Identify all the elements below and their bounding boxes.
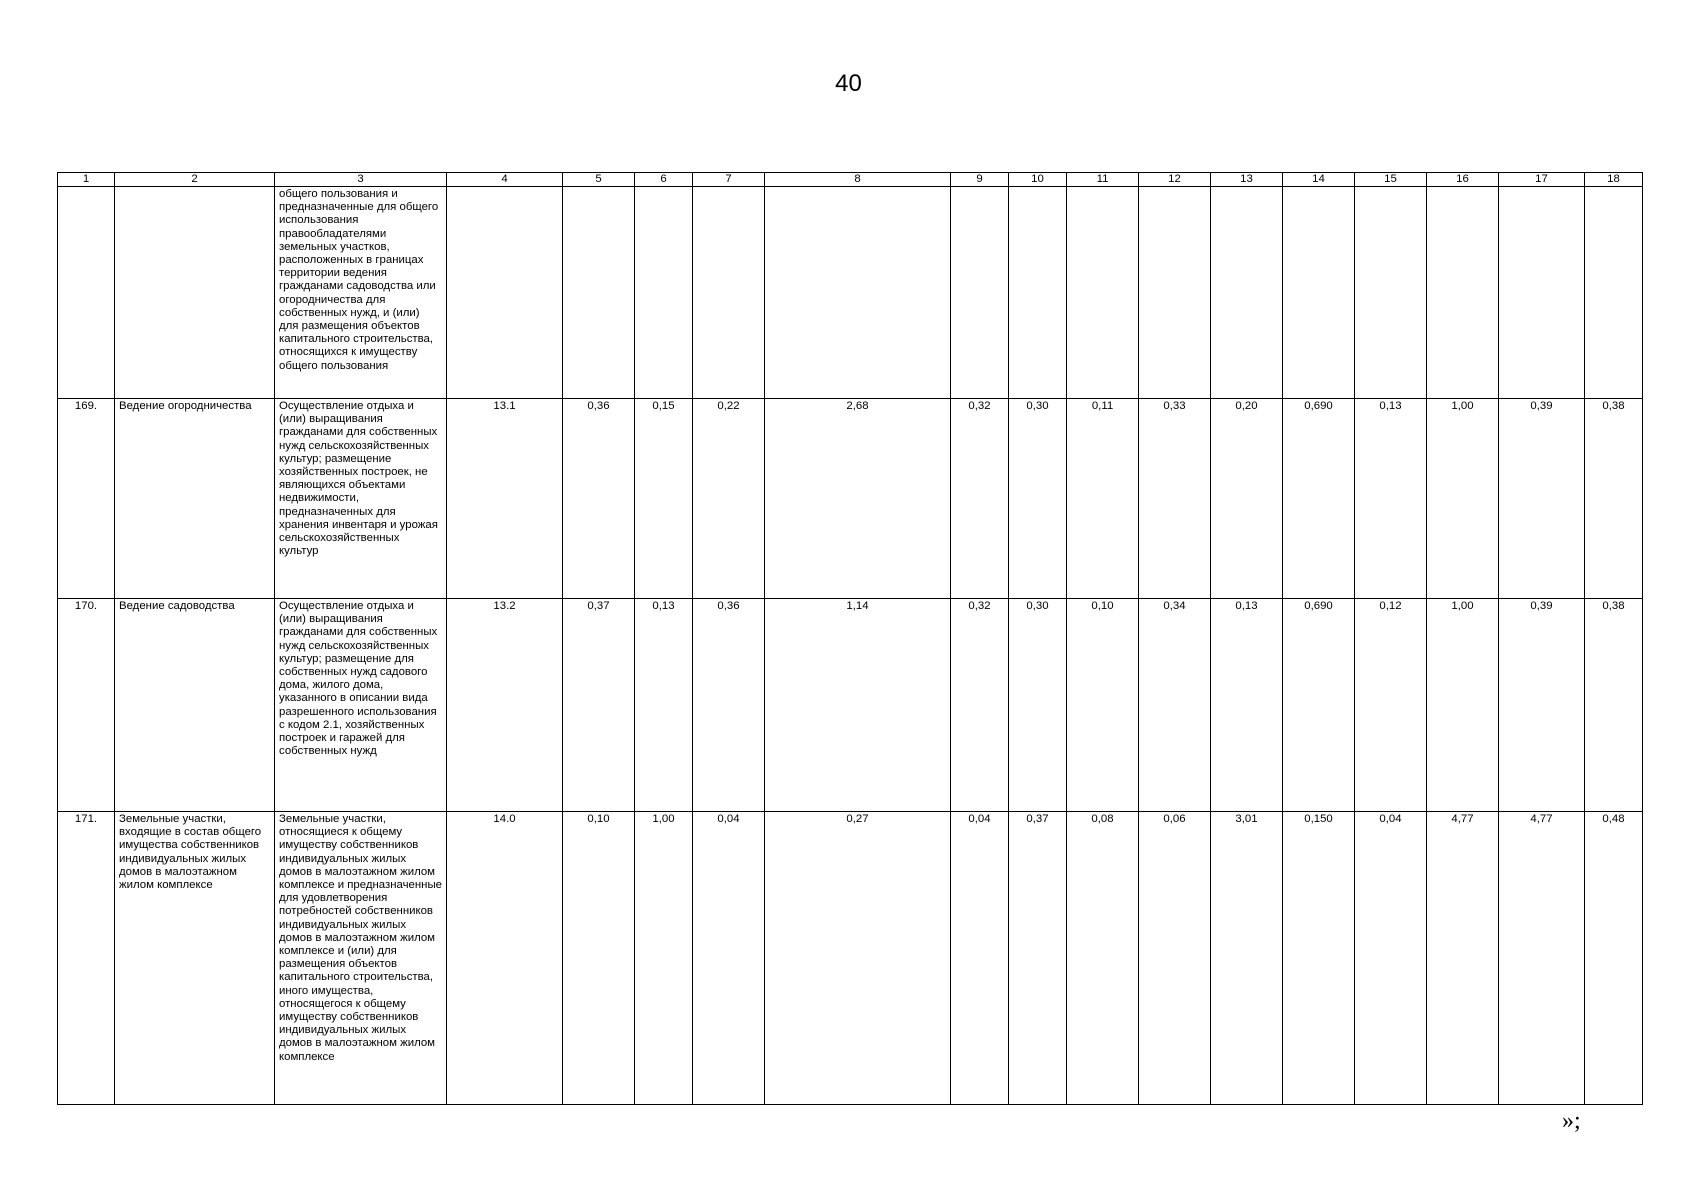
coefficient-cell-col-10: 0,30 [1009, 399, 1067, 599]
page-number: 40 [835, 70, 862, 97]
coefficient-cell-col-8 [765, 187, 951, 399]
coefficient-cell-col-18: 0,38 [1585, 399, 1643, 599]
coefficient-cell-col-15: 0,13 [1355, 399, 1427, 599]
column-header-17: 17 [1499, 173, 1585, 187]
coefficient-cell-col-9 [951, 187, 1009, 399]
coefficient-cell-col-6: 0,13 [635, 599, 693, 812]
column-header-1: 1 [58, 173, 115, 187]
land-use-code-cell [447, 187, 563, 399]
column-header-15: 15 [1355, 173, 1427, 187]
land-use-description-cell: Земельные участки, относящиеся к общему имуществу собственников индивидуальных жилых домов в малоэтажном жилом комплексе и предназначенные для удовлетворения потребностей собственников индивидуальных жилых домов в малоэтажном жилом комплексе и (или) для размещения объектов капитального строительства, иного имущества, относящегося к общему имуществу собственников индивидуальных жилых домов в малоэтажном жилом комплексе [275, 812, 447, 1105]
coefficient-cell-col-7: 0,04 [693, 812, 765, 1105]
coefficient-cell-col-18: 0,48 [1585, 812, 1643, 1105]
column-header-8: 8 [765, 173, 951, 187]
column-header-2: 2 [115, 173, 275, 187]
column-header-7: 7 [693, 173, 765, 187]
column-header-10: 10 [1009, 173, 1067, 187]
table-body [58, 187, 1643, 1105]
land-use-code-cell: 14.0 [447, 812, 563, 1105]
coefficient-cell-col-10: 0,30 [1009, 599, 1067, 812]
coefficient-cell-col-16: 1,00 [1427, 399, 1499, 599]
coefficient-cell-col-12: 0,33 [1139, 399, 1211, 599]
coefficient-cell-col-17: 0,39 [1499, 599, 1585, 812]
land-use-code-cell: 13.2 [447, 599, 563, 812]
column-header-14: 14 [1283, 173, 1355, 187]
table-row [58, 187, 1643, 399]
column-header-9: 9 [951, 173, 1009, 187]
coefficient-cell-col-8: 1,14 [765, 599, 951, 812]
coefficient-cell-col-11: 0,10 [1067, 599, 1139, 812]
land-use-description-cell: Осуществление отдыха и (или) выращивания гражданами для собственных нужд сельскохозяйственных культур; размещение для собственных нужд садового дома, жилого дома, указанного в описании вида разрешенного использования с кодом 2.1, хозяйственных построек и гаражей для собственных нужд [275, 599, 447, 812]
coefficient-cell-col-17 [1499, 187, 1585, 399]
coefficient-cell-col-17: 0,39 [1499, 399, 1585, 599]
coefficient-cell-col-6: 1,00 [635, 812, 693, 1105]
coefficient-cell-col-5 [563, 187, 635, 399]
coefficient-cell-col-13 [1211, 187, 1283, 399]
closing-quote-mark: »; [1562, 1108, 1581, 1134]
coefficient-cell-col-13: 3,01 [1211, 812, 1283, 1105]
column-header-6: 6 [635, 173, 693, 187]
coefficient-cell-col-17: 4,77 [1499, 812, 1585, 1105]
table-row [58, 399, 1643, 599]
coefficient-cell-col-9: 0,04 [951, 812, 1009, 1105]
column-header-3: 3 [275, 173, 447, 187]
coefficient-cell-col-12: 0,06 [1139, 812, 1211, 1105]
column-header-4: 4 [447, 173, 563, 187]
coefficient-cell-col-16: 4,77 [1427, 812, 1499, 1105]
coefficient-cell-col-9: 0,32 [951, 399, 1009, 599]
coefficient-cell-col-11 [1067, 187, 1139, 399]
land-use-description-cell: общего пользования и предназначенные для общего использования правообладателями земельных участков, расположенных в границах территории ведения гражданами садоводства или огородничества для собственных нужд, и (или) для размещения объектов капитального строительства, относящихся к имуществу общего пользования [275, 187, 447, 399]
coefficient-cell-col-18: 0,38 [1585, 599, 1643, 812]
column-header-5: 5 [563, 173, 635, 187]
coefficient-cell-col-5: 0,10 [563, 812, 635, 1105]
coefficient-cell-col-7: 0,36 [693, 599, 765, 812]
coefficient-cell-col-12: 0,34 [1139, 599, 1211, 812]
coefficient-cell-col-13: 0,20 [1211, 399, 1283, 599]
data-table [57, 172, 1643, 1105]
coefficient-cell-col-10 [1009, 187, 1067, 399]
coefficient-cell-col-9: 0,32 [951, 599, 1009, 812]
coefficient-cell-col-8: 2,68 [765, 399, 951, 599]
coefficient-cell-col-7 [693, 187, 765, 399]
coefficient-cell-col-7: 0,22 [693, 399, 765, 599]
coefficient-cell-col-5: 0,37 [563, 599, 635, 812]
header-row [58, 173, 1643, 187]
coefficient-cell-col-14: 0,690 [1283, 399, 1355, 599]
coefficient-cell-col-15 [1355, 187, 1427, 399]
land-use-name-cell: Земельные участки, входящие в состав общего имущества собственников индивидуальных жилых домов в малоэтажном жилом комплексе [115, 812, 275, 1105]
coefficient-cell-col-14 [1283, 187, 1355, 399]
land-use-name-cell [115, 187, 275, 399]
coefficient-cell-col-13: 0,13 [1211, 599, 1283, 812]
table-row [58, 812, 1643, 1105]
coefficient-cell-col-15: 0,12 [1355, 599, 1427, 812]
coefficient-cell-col-18 [1585, 187, 1643, 399]
coefficient-cell-col-16: 1,00 [1427, 599, 1499, 812]
coefficient-cell-col-12 [1139, 187, 1211, 399]
coefficient-cell-col-6 [635, 187, 693, 399]
column-header-16: 16 [1427, 173, 1499, 187]
column-header-12: 12 [1139, 173, 1211, 187]
coefficient-cell-col-15: 0,04 [1355, 812, 1427, 1105]
row-number-cell: 171. [58, 812, 115, 1105]
land-use-name-cell: Ведение садоводства [115, 599, 275, 812]
row-number-cell [58, 187, 115, 399]
coefficient-cell-col-14: 0,690 [1283, 599, 1355, 812]
coefficient-cell-col-11: 0,11 [1067, 399, 1139, 599]
land-use-description-cell: Осуществление отдыха и (или) выращивания гражданами для собственных нужд сельскохозяйственных культур; размещение хозяйственных построек, не являющихся объектами недвижимости, предназначенных для хранения инвентаря и урожая сельскохозяйственных культур [275, 399, 447, 599]
coefficient-cell-col-11: 0,08 [1067, 812, 1139, 1105]
coefficient-cell-col-5: 0,36 [563, 399, 635, 599]
row-number-cell: 169. [58, 399, 115, 599]
coefficient-cell-col-16 [1427, 187, 1499, 399]
column-header-18: 18 [1585, 173, 1643, 187]
column-header-13: 13 [1211, 173, 1283, 187]
table-row [58, 599, 1643, 812]
column-header-11: 11 [1067, 173, 1139, 187]
row-number-cell: 170. [58, 599, 115, 812]
land-use-code-cell: 13.1 [447, 399, 563, 599]
coefficient-cell-col-14: 0,150 [1283, 812, 1355, 1105]
land-use-name-cell: Ведение огородничества [115, 399, 275, 599]
coefficient-cell-col-6: 0,15 [635, 399, 693, 599]
coefficient-cell-col-8: 0,27 [765, 812, 951, 1105]
coefficient-cell-col-10: 0,37 [1009, 812, 1067, 1105]
